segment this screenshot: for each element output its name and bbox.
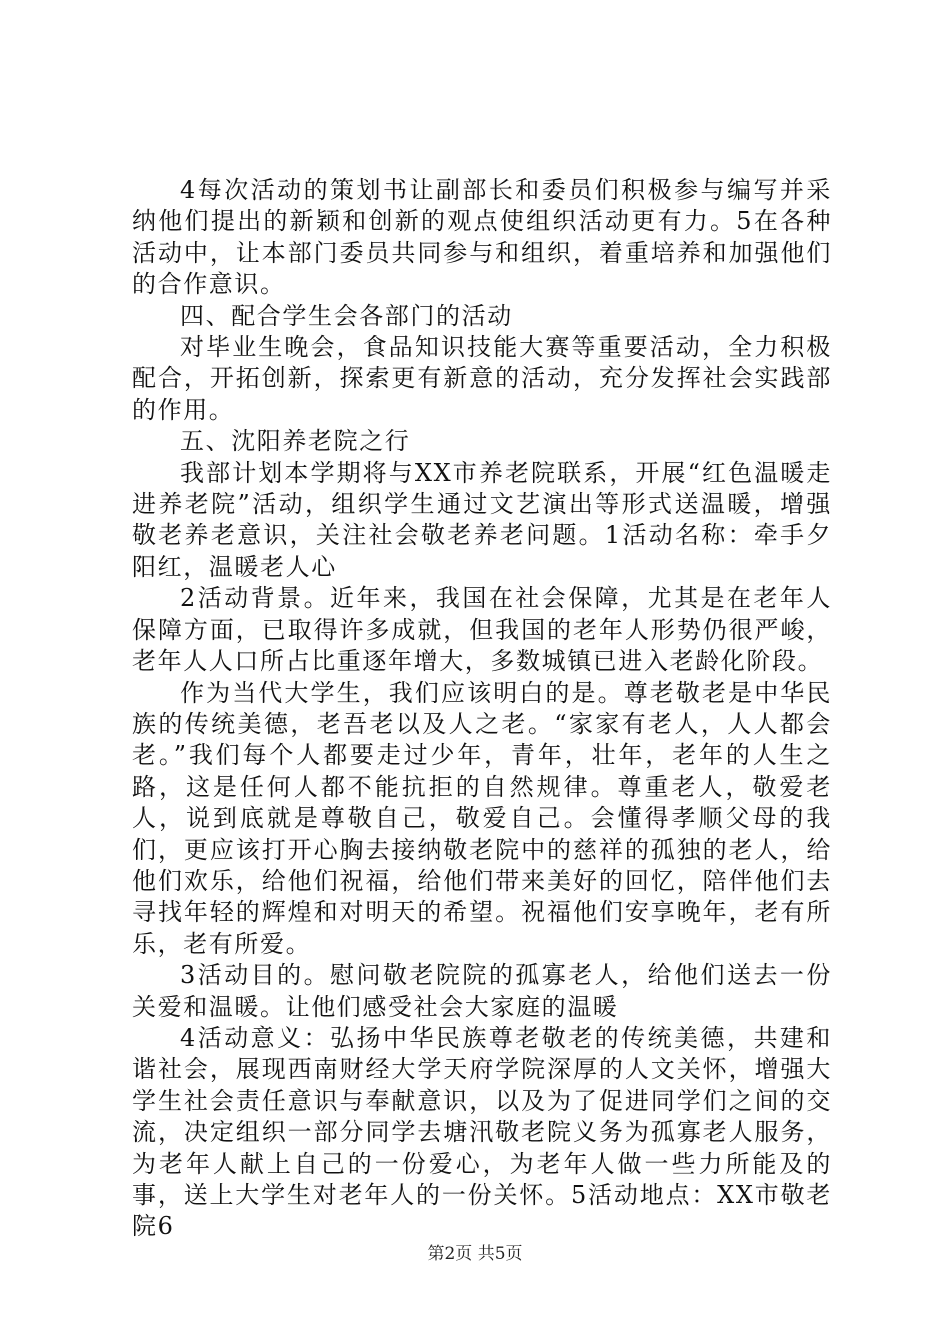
- paragraph-cooperation: 对毕业生晚会，食品知识技能大赛等重要活动，全力积极配合，开拓创新，探索更有新意的活动，充分发挥社会实践部的作用。: [132, 333, 832, 424]
- paragraph-activity-significance: 4活动意义：弘扬中华民族尊老敬老的传统美德，共建和谐社会，展现西南财经大学天府学院深厚的人文关怀，增强大学生社会责任意识与奉献意识，以及为了促进同学们之间的交流，决定组织一部分同学去塘汛敬老院义务为孤寡老人服务，为老年人献上自己的一份爱心，为老年人做一些力所能及的事，送上大学生对老年人的一份关怀。5活动地点：XX市敬老院6: [132, 1023, 832, 1241]
- page-number-footer: 第2页 共5页: [427, 1244, 523, 1264]
- paragraph-activity-purpose: 3活动目的。慰问敬老院院的孤寡老人，给他们送去一份关爱和温暖。让他们感受社会大家庭的温暖: [132, 961, 832, 1021]
- paragraph-student-reflection: 作为当代大学生，我们应该明白的是。尊老敬老是中华民族的传统美德，老吾老以及人之老。“家家有老人，人人都会老。”我们每个人都要走过少年，青年，壮年，老年的人生之路，这是任何人都不能抗拒的自然规律。尊重老人，敬爱老人，说到底就是尊敬自己，敬爱自己。会懂得孝顺父母的我们，更应该打开心胸去接纳敬老院中的慈祥的孤独的老人，给他们欢乐，给他们祝福，给他们带来美好的回忆，陪伴他们去寻找年轻的辉煌和对明天的希望。祝福他们安享晚年，老有所乐，老有所爱。: [132, 678, 832, 958]
- section-heading-cooperation: 四、配合学生会各部门的活动: [180, 301, 513, 330]
- paragraph-activity-background: 2活动背景。近年来，我国在社会保障，尤其是在老年人保障方面，已取得许多成就，但我国的老年人形势仍很严峻，老年人人口所占比重逐年增大，多数城镇已进入老龄化阶段。: [132, 584, 832, 676]
- document-body: [132, 175, 832, 1243]
- section-heading-nursing-home: 五、沈阳养老院之行: [180, 427, 411, 456]
- paragraph-work-methods: 4每次活动的策划书让副部长和委员们积极参与编写并采纳他们提出的新颖和创新的观点使组织活动更有力。5在各种活动中，让本部门委员共同参与和组织，着重培养和加强他们的合作意识。: [132, 176, 832, 299]
- paragraph-activity-name: 我部计划本学期将与XX市养老院联系，开展“红色温暖走进养老院”活动，组织学生通过文艺演出等形式送温暖，增强敬老养老意识，关注社会敬老养老问题。1活动名称：牵手夕阳红，温暖老人心: [132, 458, 832, 581]
